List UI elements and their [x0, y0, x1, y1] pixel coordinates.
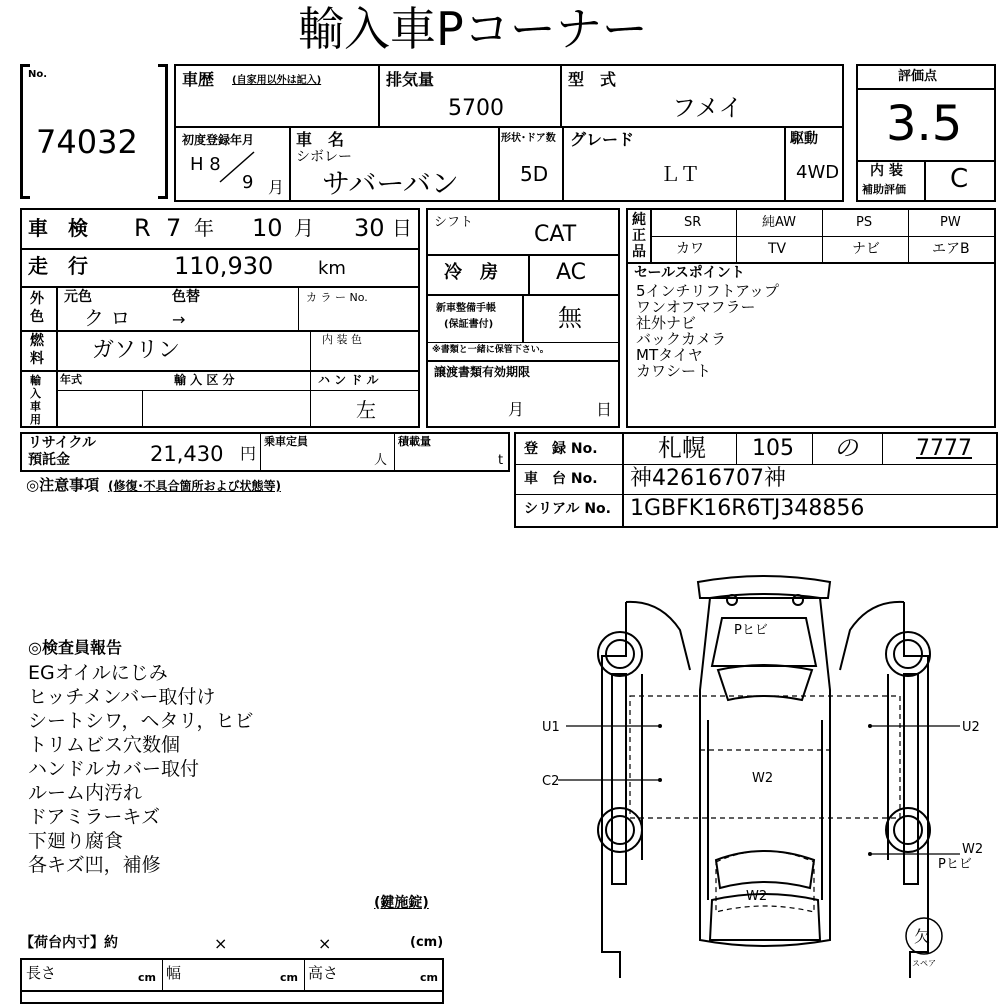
key-locked: (鍵施錠) — [374, 895, 429, 911]
options-and-sales-box — [626, 208, 996, 428]
inspector-line-5: ルーム内汚れ — [28, 782, 143, 804]
inspector-line-4: ハンドルカバー取付 — [28, 758, 200, 780]
cargo-width-label: 幅 — [166, 964, 182, 982]
fuel-label-a: 燃 — [30, 333, 44, 349]
inspection-label: 車 検 — [28, 216, 88, 240]
first-reg-month: 9 — [242, 172, 254, 193]
import-label-text: 輸入車用 — [30, 374, 41, 426]
lot-number: 74032 — [36, 123, 138, 161]
manual-label-a: 新車整備手帳 — [436, 303, 496, 314]
recycle-row — [20, 432, 510, 472]
diagram-u1: U1 — [542, 720, 560, 735]
handle-value: 左 — [356, 398, 376, 422]
inspection-day: 30 — [354, 214, 385, 242]
first-reg-month-unit: 月 — [268, 178, 285, 197]
cargo-height-unit: cm — [420, 971, 438, 984]
recycle-label-a: リサイクル — [28, 435, 97, 451]
diagram-w2-bottom: W2 — [746, 889, 768, 904]
cargo-x1: × — [214, 934, 228, 953]
cargo-length-unit: cm — [138, 971, 156, 984]
transfer-day-unit: 日 — [596, 400, 613, 419]
equipment-grid — [426, 208, 620, 428]
shift-label: シフト — [434, 215, 474, 230]
cargo-x2: × — [318, 934, 332, 953]
displacement-label: 排気量 — [386, 70, 435, 89]
history-label: 車歴 — [182, 70, 215, 89]
car-maker: シボレー — [296, 149, 352, 165]
history-note: (自家用以外は記入) — [232, 75, 322, 86]
option-top-2: PS — [856, 215, 873, 230]
grade-score-label: 評価点 — [898, 69, 938, 84]
interior-label-bottom: 補助評価 — [862, 183, 906, 196]
registration-city: 札幌 — [658, 434, 706, 462]
displacement-value: 5700 — [448, 96, 504, 121]
color-change-label: 色替 — [172, 289, 200, 305]
registration-grid — [514, 432, 998, 528]
diagram-p-top: Pヒビ — [734, 623, 768, 638]
registration-class: 105 — [752, 436, 794, 461]
first-reg-label: 初度登録年月 — [182, 133, 255, 147]
inspection-year-unit: 年 — [194, 216, 214, 240]
capacity-label: 乗車定員 — [264, 435, 308, 448]
mileage-value: 110,930 — [174, 252, 274, 280]
options-side-label — [632, 212, 648, 260]
diagram-c2: C2 — [542, 774, 560, 789]
aircon-value: AC — [556, 260, 587, 285]
inspector-line-8: 各キズ凹，補修 — [28, 854, 161, 876]
option-bottom-1: TV — [768, 241, 787, 257]
inspector-title: ◎検査員報告 — [28, 638, 122, 657]
mileage-label: 走 行 — [28, 254, 88, 278]
top-info-grid — [174, 64, 844, 202]
cargo-label: 【荷台内寸】約 — [20, 935, 118, 951]
import-year-label: 年式 — [60, 373, 82, 386]
options-side-text: 純正品 — [632, 212, 646, 260]
inspector-line-7: 下廻り腐食 — [28, 830, 124, 852]
spare-mark: 欠 — [914, 927, 931, 946]
registration-number: 7777 — [916, 436, 972, 461]
option-top-0: SR — [684, 215, 702, 230]
manual-note: ※書類と一緒に保管下さい。 — [432, 345, 549, 355]
manual-label-b: (保証書付) — [444, 319, 494, 330]
interior-label-top: 内 装 — [870, 163, 903, 179]
chassis-label: 車 台 No. — [524, 471, 598, 487]
page-title: 輸入車Pコーナー — [298, 2, 648, 56]
cargo-table — [20, 958, 444, 1004]
option-bottom-2: ナビ — [852, 241, 880, 257]
serial-value: 1GBFK16R6TJ348856 — [630, 496, 865, 521]
interior-color-label: 内 装 色 — [322, 333, 362, 346]
inspection-era: R — [134, 214, 151, 242]
color-code-label: カ ラ ー No. — [306, 291, 368, 304]
inspection-year: 7 — [166, 214, 182, 242]
model-value: フメイ — [672, 94, 743, 122]
sales-point-0: 5インチリフトアップ — [636, 282, 780, 300]
load-label: 積載量 — [398, 435, 431, 448]
registration-kana: の — [834, 434, 858, 462]
serial-label: シリアル No. — [524, 501, 611, 517]
import-label — [30, 374, 50, 426]
registration-label: 登 録 No. — [524, 441, 598, 457]
cargo-unit: (cm) — [410, 935, 444, 950]
vehicle-details-grid — [20, 208, 420, 428]
sales-point-5: カワシート — [636, 362, 712, 380]
model-label: 型 式 — [568, 70, 617, 89]
grade-label: グレード — [570, 130, 635, 149]
cargo-height-label: 高さ — [308, 964, 339, 982]
sales-points-label: セールスポイント — [634, 265, 745, 281]
interior-value: C — [950, 164, 969, 194]
diagram-u2: U2 — [962, 720, 980, 735]
fuel-value: ガソリン — [92, 338, 181, 363]
option-top-1: 純AW — [762, 215, 797, 230]
grade-value: ＬＴ — [660, 162, 700, 186]
handle-label: ハ ン ド ル — [318, 373, 379, 387]
lot-label: No. — [28, 69, 48, 80]
sales-point-4: MTタイヤ — [636, 346, 703, 364]
option-top-3: PW — [940, 215, 961, 230]
mileage-unit: km — [318, 258, 346, 279]
inspection-month: 10 — [252, 214, 283, 242]
color-value: ク ロ — [84, 306, 131, 330]
color-label-a: 外 — [30, 291, 44, 307]
diagram-p-right: Pヒビ — [938, 857, 972, 872]
spare-label: スペア — [912, 959, 936, 968]
inspector-line-2: シートシワ，ヘタリ，ヒビ — [28, 710, 254, 732]
aircon-label: 冷 房 — [444, 262, 498, 283]
manual-value: 無 — [558, 304, 582, 332]
first-reg-era: H 8 — [190, 154, 221, 175]
color-label-b: 色 — [30, 309, 44, 325]
drive-value: 4WD — [796, 162, 840, 183]
capacity-unit: 人 — [374, 453, 388, 468]
recycle-label-b: 預託金 — [28, 452, 70, 468]
color-orig-label: 元色 — [64, 289, 92, 305]
sales-point-2: 社外ナビ — [636, 314, 697, 332]
shift-value: CAT — [534, 222, 577, 247]
load-unit: t — [498, 453, 504, 468]
inspector-line-0: EGオイルにじみ — [28, 662, 168, 684]
inspection-month-unit: 月 — [294, 216, 314, 240]
chassis-value: 神42616707神 — [630, 466, 786, 491]
doors-label: 形状･ドア数 — [501, 133, 556, 144]
notes-sub: (修復･不具合箇所および状態等) — [108, 479, 281, 493]
recycle-value: 21,430 — [150, 442, 224, 466]
sales-point-3: バックカメラ — [636, 330, 727, 348]
transfer-label: 譲渡書類有効期限 — [434, 365, 531, 379]
vehicle-damage-diagram — [530, 570, 996, 990]
transfer-month-unit: 月 — [508, 400, 525, 419]
inspector-line-1: ヒッチメンバー取付け — [28, 686, 216, 708]
option-bottom-3: エアB — [932, 241, 970, 257]
cargo-length-label: 長さ — [26, 964, 57, 982]
import-kind-label: 輸 入 区 分 — [174, 373, 235, 387]
inspector-line-3: トリムビス穴数個 — [28, 734, 181, 756]
drive-label: 駆動 — [790, 131, 818, 147]
diagram-w2-mid: W2 — [752, 771, 774, 786]
fuel-label-b: 料 — [30, 351, 44, 367]
color-arrow: → — [172, 310, 186, 329]
sales-point-1: ワンオフマフラー — [636, 298, 756, 316]
car-name-label: 車 名 — [296, 130, 345, 149]
option-bottom-0: カワ — [676, 241, 704, 257]
diagram-w2-right: W2 — [962, 842, 984, 857]
notes-label: ◎注意事項 — [26, 476, 100, 494]
recycle-unit: 円 — [240, 444, 257, 463]
inspection-day-unit: 日 — [392, 216, 412, 240]
cargo-width-unit: cm — [280, 971, 298, 984]
grade-score-value: 3.5 — [886, 96, 963, 152]
car-name-value: サバーバン — [322, 167, 459, 200]
score-box — [856, 64, 996, 202]
doors-value: 5D — [520, 162, 549, 186]
lot-box — [20, 64, 168, 199]
inspector-line-6: ドアミラーキズ — [28, 806, 161, 828]
